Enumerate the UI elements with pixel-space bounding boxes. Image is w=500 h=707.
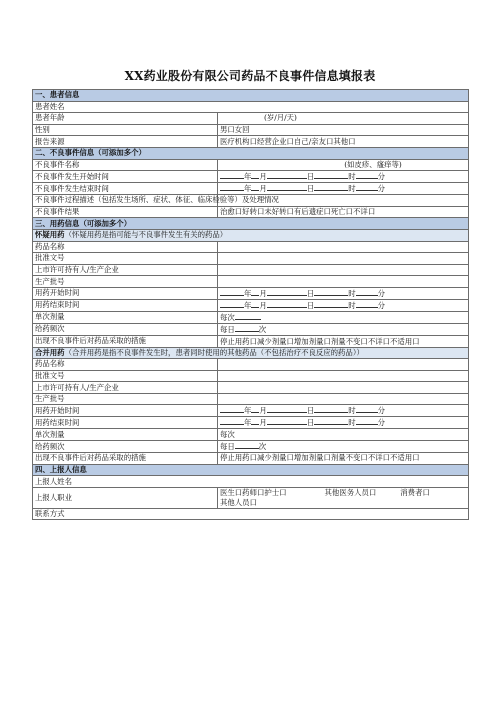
concomitant-dose-field[interactable]: 每次 [218, 429, 469, 441]
concomitant-drug-name-field[interactable] [218, 359, 469, 371]
event-start-label: 不良事件发生开始时间 [33, 171, 218, 183]
gender-options[interactable]: 男口女回 [218, 124, 469, 136]
concomitant-start-field[interactable]: 年 月 日 时 分 [218, 405, 469, 417]
concomitant-approval-label: 批准文号 [33, 370, 218, 382]
section-patient-heading: 一、患者信息 [33, 90, 469, 102]
reporter-job-label: 上报人职业 [33, 487, 218, 508]
section-drug-heading: 三、用药信息（可添加多个） [33, 218, 469, 230]
reporter-name-label: 上报人姓名 [33, 476, 469, 488]
concomitant-measure-label: 出现不良事件后对药品采取的措施 [33, 453, 218, 465]
concomitant-measure-options[interactable]: 停止用药口减少剂量口增加剂量口剂量不变口不详口不适用口 [218, 453, 469, 465]
event-result-label: 不良事件结果 [33, 206, 218, 218]
concomitant-batch-label: 生产批号 [33, 393, 218, 405]
event-name-label: 不良事件名称 [33, 159, 218, 171]
suspect-dose-label: 单次剂量 [33, 311, 218, 323]
suspect-drug-name-field[interactable] [218, 241, 469, 253]
age-unit: (岁/月/天) [264, 113, 297, 123]
gender-label: 性别 [33, 124, 218, 136]
patient-age-label: 患者年龄 [33, 113, 218, 125]
event-end-field[interactable]: 年 月 日 时 分 [218, 183, 469, 195]
concomitant-start-label: 用药开始时间 [33, 405, 218, 417]
concomitant-dose-label: 单次剂量 [33, 429, 218, 441]
concomitant-freq-label: 给药频次 [33, 441, 218, 453]
reporter-job-options[interactable]: 医生口药师口护士口 其他医务人员口 消费者口 其他人员口 [218, 487, 469, 508]
suspect-start-field[interactable]: 年 月 日 时 分 [218, 287, 469, 299]
suspect-approval-field[interactable] [218, 253, 469, 265]
concomitant-freq-field[interactable]: 每日 次 [218, 441, 469, 453]
concomitant-holder-label: 上市许可持有人/生产企业 [33, 382, 218, 394]
patient-age-field[interactable] [218, 113, 469, 125]
suspect-drug-name-label: 药品名称 [33, 241, 218, 253]
patient-name-label: 患者姓名 [33, 101, 469, 113]
section-event-heading: 二、不良事件信息（可添加多个） [33, 147, 469, 159]
event-process-label: 不良事件过程描述（包括发生场所、症状、体征、临床检验等）及处理情况 [33, 195, 218, 207]
suspect-measure-label: 出现不良事件后对药品采取的措施 [33, 335, 218, 347]
concomitant-holder-field[interactable] [218, 382, 469, 394]
concomitant-drug-subheading: 合并用药（合并用药是指不良事件发生时，患者同时使用的其他药品（不包括治疗不良反应的药品）） [33, 347, 469, 359]
concomitant-end-label: 用药结束时间 [33, 417, 218, 429]
suspect-freq-field[interactable]: 每日 次 [218, 323, 469, 335]
suspect-end-label: 用药结束时间 [33, 299, 218, 311]
concomitant-batch-field[interactable] [218, 393, 469, 405]
form-title: XX药业股份有限公司药品不良事件信息填报表 [124, 69, 376, 83]
concomitant-end-field[interactable]: 年 月 日 时 分 [218, 417, 469, 429]
suspect-batch-field[interactable] [218, 276, 469, 288]
reporter-contact-label: 联系方式 [33, 508, 469, 520]
concomitant-approval-field[interactable] [218, 370, 469, 382]
suspect-holder-field[interactable] [218, 264, 469, 276]
event-result-options[interactable]: 治愈口好转口未好转口有后遗症口死亡口不详口 [218, 206, 469, 218]
report-source-options[interactable]: 医疗机构口经营企业口自己/亲友口其他口 [218, 136, 469, 148]
suspect-dose-field[interactable]: 每次 [218, 311, 469, 323]
suspect-freq-label: 给药频次 [33, 323, 218, 335]
event-name-field[interactable] [218, 159, 469, 171]
suspect-measure-options[interactable]: 停止用药口减少剂量口增加剂量口剂量不变口不详口不适用口 [218, 335, 469, 347]
event-start-field[interactable]: 年 月 日 时 分 [218, 171, 469, 183]
suspect-end-field[interactable]: 年 月 日 时 分 [218, 299, 469, 311]
event-end-label: 不良事件发生结束时间 [33, 183, 218, 195]
suspect-batch-label: 生产批号 [33, 276, 218, 288]
report-source-label: 报告来源 [33, 136, 218, 148]
adverse-event-form [32, 89, 469, 520]
suspect-start-label: 用药开始时间 [33, 287, 218, 299]
suspect-drug-subheading: 怀疑用药（怀疑用药是指可能与不良事件发生有关的药品） [33, 229, 469, 241]
suspect-holder-label: 上市许可持有人/生产企业 [33, 264, 218, 276]
suspect-approval-label: 批准文号 [33, 253, 218, 265]
concomitant-drug-name-label: 药品名称 [33, 359, 218, 371]
section-reporter-heading: 四、上报人信息 [33, 464, 469, 476]
event-name-hint: (如皮疹、瘙痒等) [344, 159, 402, 169]
